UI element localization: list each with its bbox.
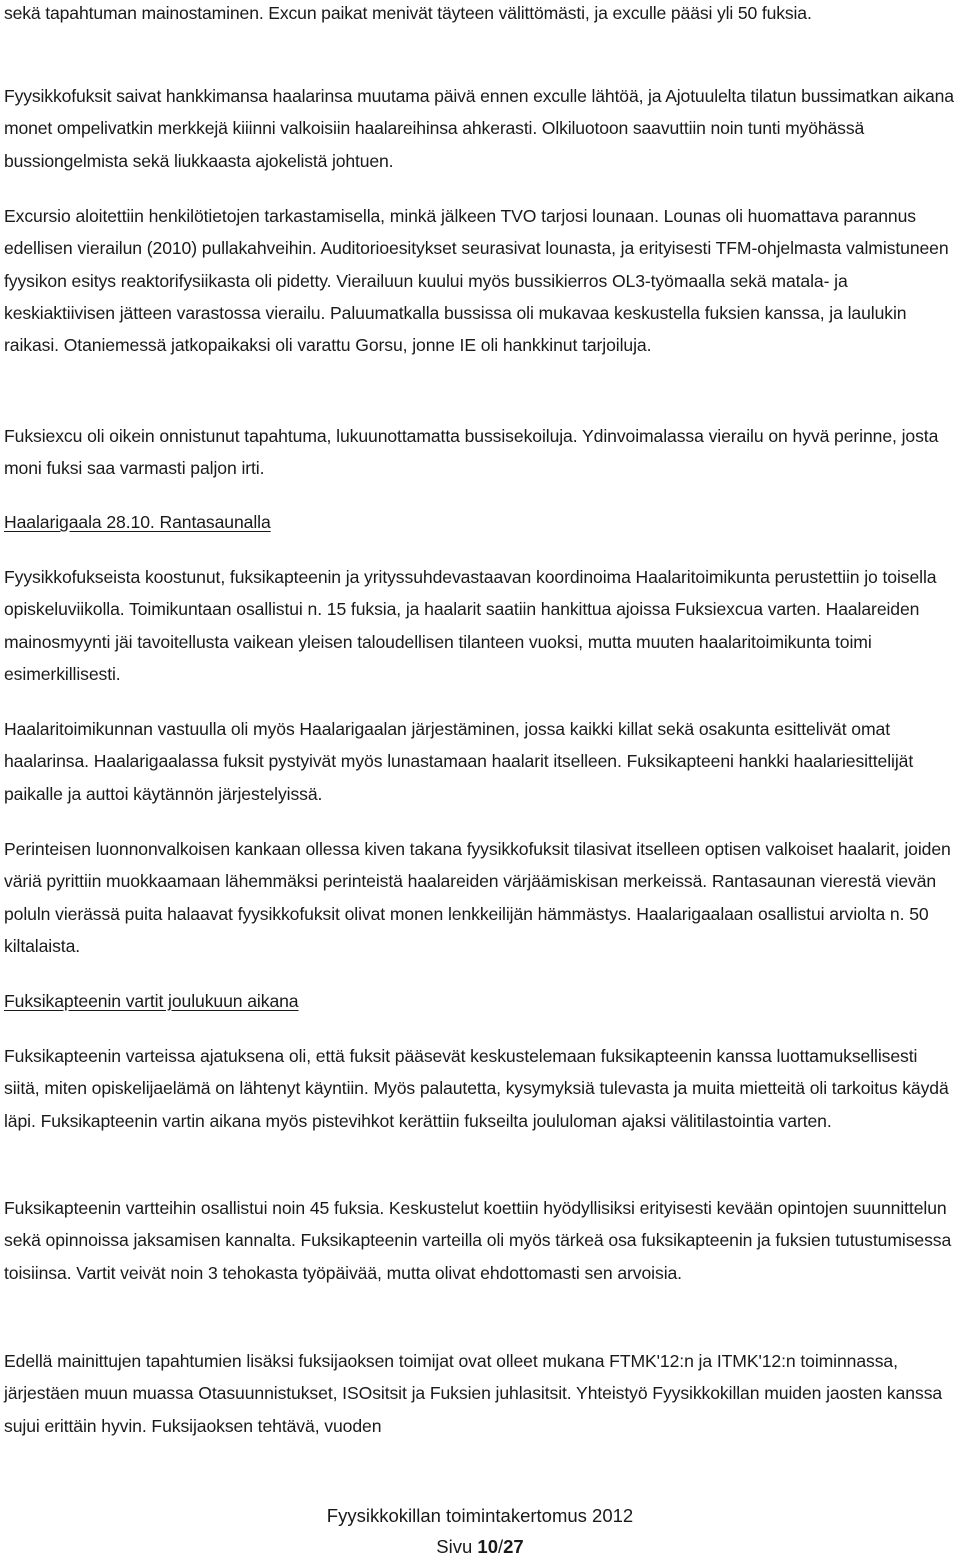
footer-page-number <box>0 1533 960 1561</box>
paragraph-excursio: Excursio aloitettiin henkilötietojen tarkastamisella, minkä jälkeen TVO tarjosi lounaan. Lounas oli huomattava parannus edellisen vierailun (2010) pullakahveihin. Auditorioesitykset seurasivat lounasta, ja erityisesti TFM-ohjelmasta valmistuneen fyysikon esitys reaktorifysiikasta oli pidetty. Vierailuun kuului myös bussikierros OL3-työmaalla sekä matala- ja keskiaktiivisen jätteen varastossa vierailu. Paluumatkalla bussissa oli mukavaa keskustella fuksien kanssa, ja laulukin raikasi. Otaniemessä jatkopaikaksi oli varattu Gorsu, jonne IE oli hankkinut tarjoiluja. <box>4 206 949 356</box>
footer-title: Fyysikkokillan toimintakertomus 2012 <box>326 1505 634 1526</box>
page-label: Sivu <box>436 1536 478 1557</box>
paragraph-valkoiset-haalarit: Perinteisen luonnonvalkoisen kankaan ollessa kiven takana fyysikkofuksit tilasivat itselleen optisen valkoiset haalarit, joiden väriä pyrittiin muokkaamaan lähemmäksi perinteistä haalareiden värjäämiskisan merkeissä. Rantasaunan vierestä vievän poluln vierässä puita halaavat fyysikkofuksit olivat monen lenkkeilijän hämmästys. Haalarigaalaan osallistui arviolta n. 50 kiltalaista. <box>4 839 951 956</box>
paragraph-fuksiexcu-summary: Fuksiexcu oli oikein onnistunut tapahtuma, lukuunottamatta bussisekoiluja. Ydinvoimalassa vierailu on hyvä perinne, josta moni fuksi saa varmasti paljon irti. <box>4 426 939 479</box>
paragraph-haalarigaala-vastuu: Haalaritoimikunnan vastuulla oli myös Haalarigaalan järjestäminen, jossa kaikki killat sekä osakunta esittelivät omat haalarinsa. Haalarigaalassa fuksit pystyivät myös lunastamaan haalarit itselleen. Fuksikapteeni hankki haalariesittelijät paikalle ja auttoi käytännön järjestelyissä. <box>4 719 914 804</box>
heading-haalarigaala: Haalarigaala 28.10. Rantasaunalla <box>4 512 271 532</box>
total-pages-number: 27 <box>503 1536 524 1557</box>
paragraph-vartit-osallistujat: Fuksikapteenin vartteihin osallistui noin 45 fuksia. Keskustelut koettiin hyödyllisiksi erityisesti kevään opintojen suunnittelun sekä opinnoissa jaksamisen kannalta. Fuksikapteenin varteilla oli myös tärkeä osa fuksikapteenin ja fuksien tutustumisessa toisiinsa. Vartit veivät noin 3 tehokasta työpäivää, mutta olivat ehdottomasti sen arvoisia. <box>4 1198 952 1283</box>
paragraph-haalaritoimikunta: Fyysikkofukseista koostunut, fuksikapteenin ja yrityssuhdevastaavan koordinoima Haalaritoimikunta perustettiin jo toisella opiskeluviikolla. Toimikuntaan osallistui n. 15 fuksia, ja haalarit saatiin hankittua ajoissa Fuksiexcua varten. Haalareiden mainosmyynti jäi tavoitellusta vaikean yleisen taloudellisen tilanteen vuoksi, mutta muuten haalaritoimikunta toimi esimerkillisesti. <box>4 567 937 684</box>
current-page-number: 10 <box>477 1536 498 1557</box>
paragraph-muu-toiminta: Edellä mainittujen tapahtumien lisäksi fuksijaoksen toimijat ovat olleet mukana FTMK'12:n ja ITMK'12:n toiminnassa, järjestäen muun muassa Otasuunnistukset, ISOsitsit ja Fuksien juhlasitsit. Yhteistyö Fyysikkokillan muiden jaosten kanssa sujui erittäin hyvin. Fuksijaoksen tehtävä, vuoden <box>4 1351 943 1436</box>
paragraph-excu-intro: sekä tapahtuman mainostaminen. Excun paikat menivät täyteen välittömästi, ja exculle pääsi yli 50 fuksia. <box>4 3 812 23</box>
heading-fuksikapteenin-vartit: Fuksikapteenin vartit joulukuun aikana <box>4 991 299 1011</box>
paragraph-vartit-ajatus: Fuksikapteenin varteissa ajatuksena oli, että fuksit pääsevät keskustelemaan fuksikapteenin kanssa luottamuksellisesti siitä, miten opiskelijaelämä on lähtenyt käyntiin. Myös palautetta, kysymyksiä tulevasta ja muita mietteitä oli tarkoitus käydä läpi. Fuksikapteenin vartin aikana myös pistevihkot kerättiin fukseilta joululoman ajaksi välitilastointia varten. <box>4 1046 949 1131</box>
page-separator: / <box>498 1536 504 1557</box>
paragraph-haalarit-bussi: Fyysikkofuksit saivat hankkimansa haalarinsa muutama päivä ennen exculle lähtöä, ja Ajotuulelta tilatun bussimatkan aikana monet ompelivatkin merkkejä kiiinni valkoisiin haalareihinsa ahkerasti. Olkiluotoon saavuttiin noin tunti myöhässä bussiongelmista sekä liukkaasta ajokelistä johtuen. <box>4 86 954 171</box>
